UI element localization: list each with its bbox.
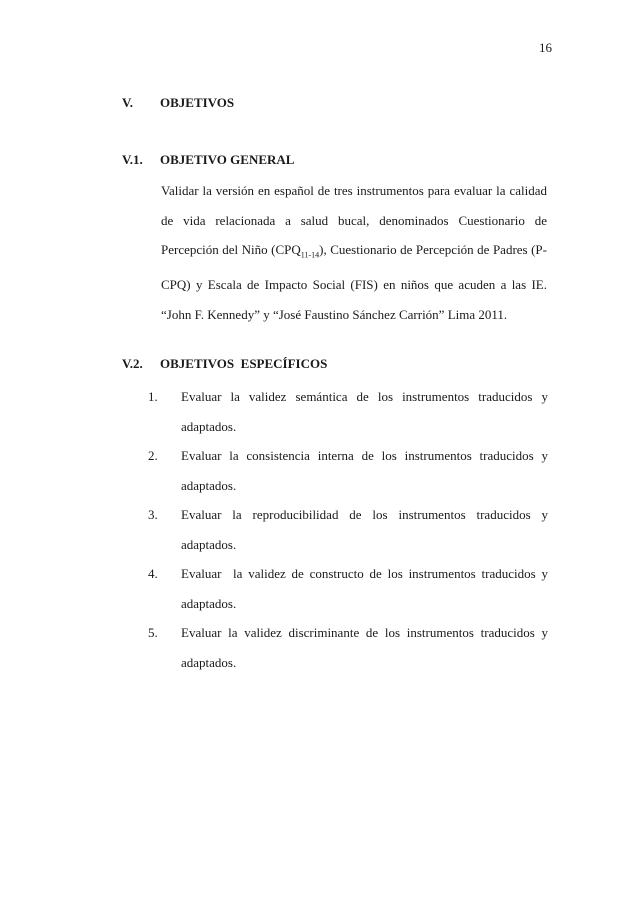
list-item-number: 2. [148, 448, 158, 463]
general-objective-number: V.1. [122, 152, 143, 167]
page-number: 16 [539, 40, 552, 55]
general-objective-paragraph [161, 176, 547, 329]
list-item-text: Evaluar la validez semántica de los instrumentos traducidos y adaptados. [181, 389, 548, 434]
list-item-number: 3. [148, 507, 158, 522]
specific-objectives-number: V.2. [122, 356, 143, 371]
list-item [148, 441, 548, 500]
list-item [148, 618, 548, 677]
general-objective-text-start: Validar la versión en español de tres instrumentos para evaluar la calidad de vida relacionada a salud bucal, denominados Cuestionario de Percepción del Niño (CPQ [161, 183, 547, 257]
list-item-text: Evaluar la consistencia interna de los instrumentos traducidos y adaptados. [181, 448, 548, 493]
list-item-number: 4. [148, 566, 158, 581]
list-item [148, 500, 548, 559]
general-objective-text-end: ), Cuestionario de Percepción de Padres (P-CPQ) y Escala de Impacto Social (FIS) en niños que acuden a las IE. “John F. Kennedy” y “José Faustino Sánchez Carrión” Lima 2011. [161, 242, 547, 322]
list-item-text: Evaluar la reproducibilidad de los instrumentos traducidos y adaptados. [181, 507, 548, 552]
specific-objectives-title: OBJETIVOS ESPECÍFICOS [160, 356, 328, 371]
cpq-age-subscript: 11-14 [300, 250, 320, 260]
list-item-number: 1. [148, 389, 158, 404]
section-number: V. [122, 95, 133, 110]
list-item-text: Evaluar la validez discriminante de los instrumentos traducidos y adaptados. [181, 625, 548, 670]
list-item-text: Evaluar la validez de constructo de los instrumentos traducidos y adaptados. [181, 566, 552, 611]
general-objective-title: OBJETIVO GENERAL [160, 152, 295, 167]
list-item-number: 5. [148, 625, 158, 640]
list-item [148, 382, 548, 441]
list-item [148, 559, 552, 618]
section-title: OBJETIVOS [160, 95, 235, 110]
specific-objectives-list [148, 382, 552, 677]
